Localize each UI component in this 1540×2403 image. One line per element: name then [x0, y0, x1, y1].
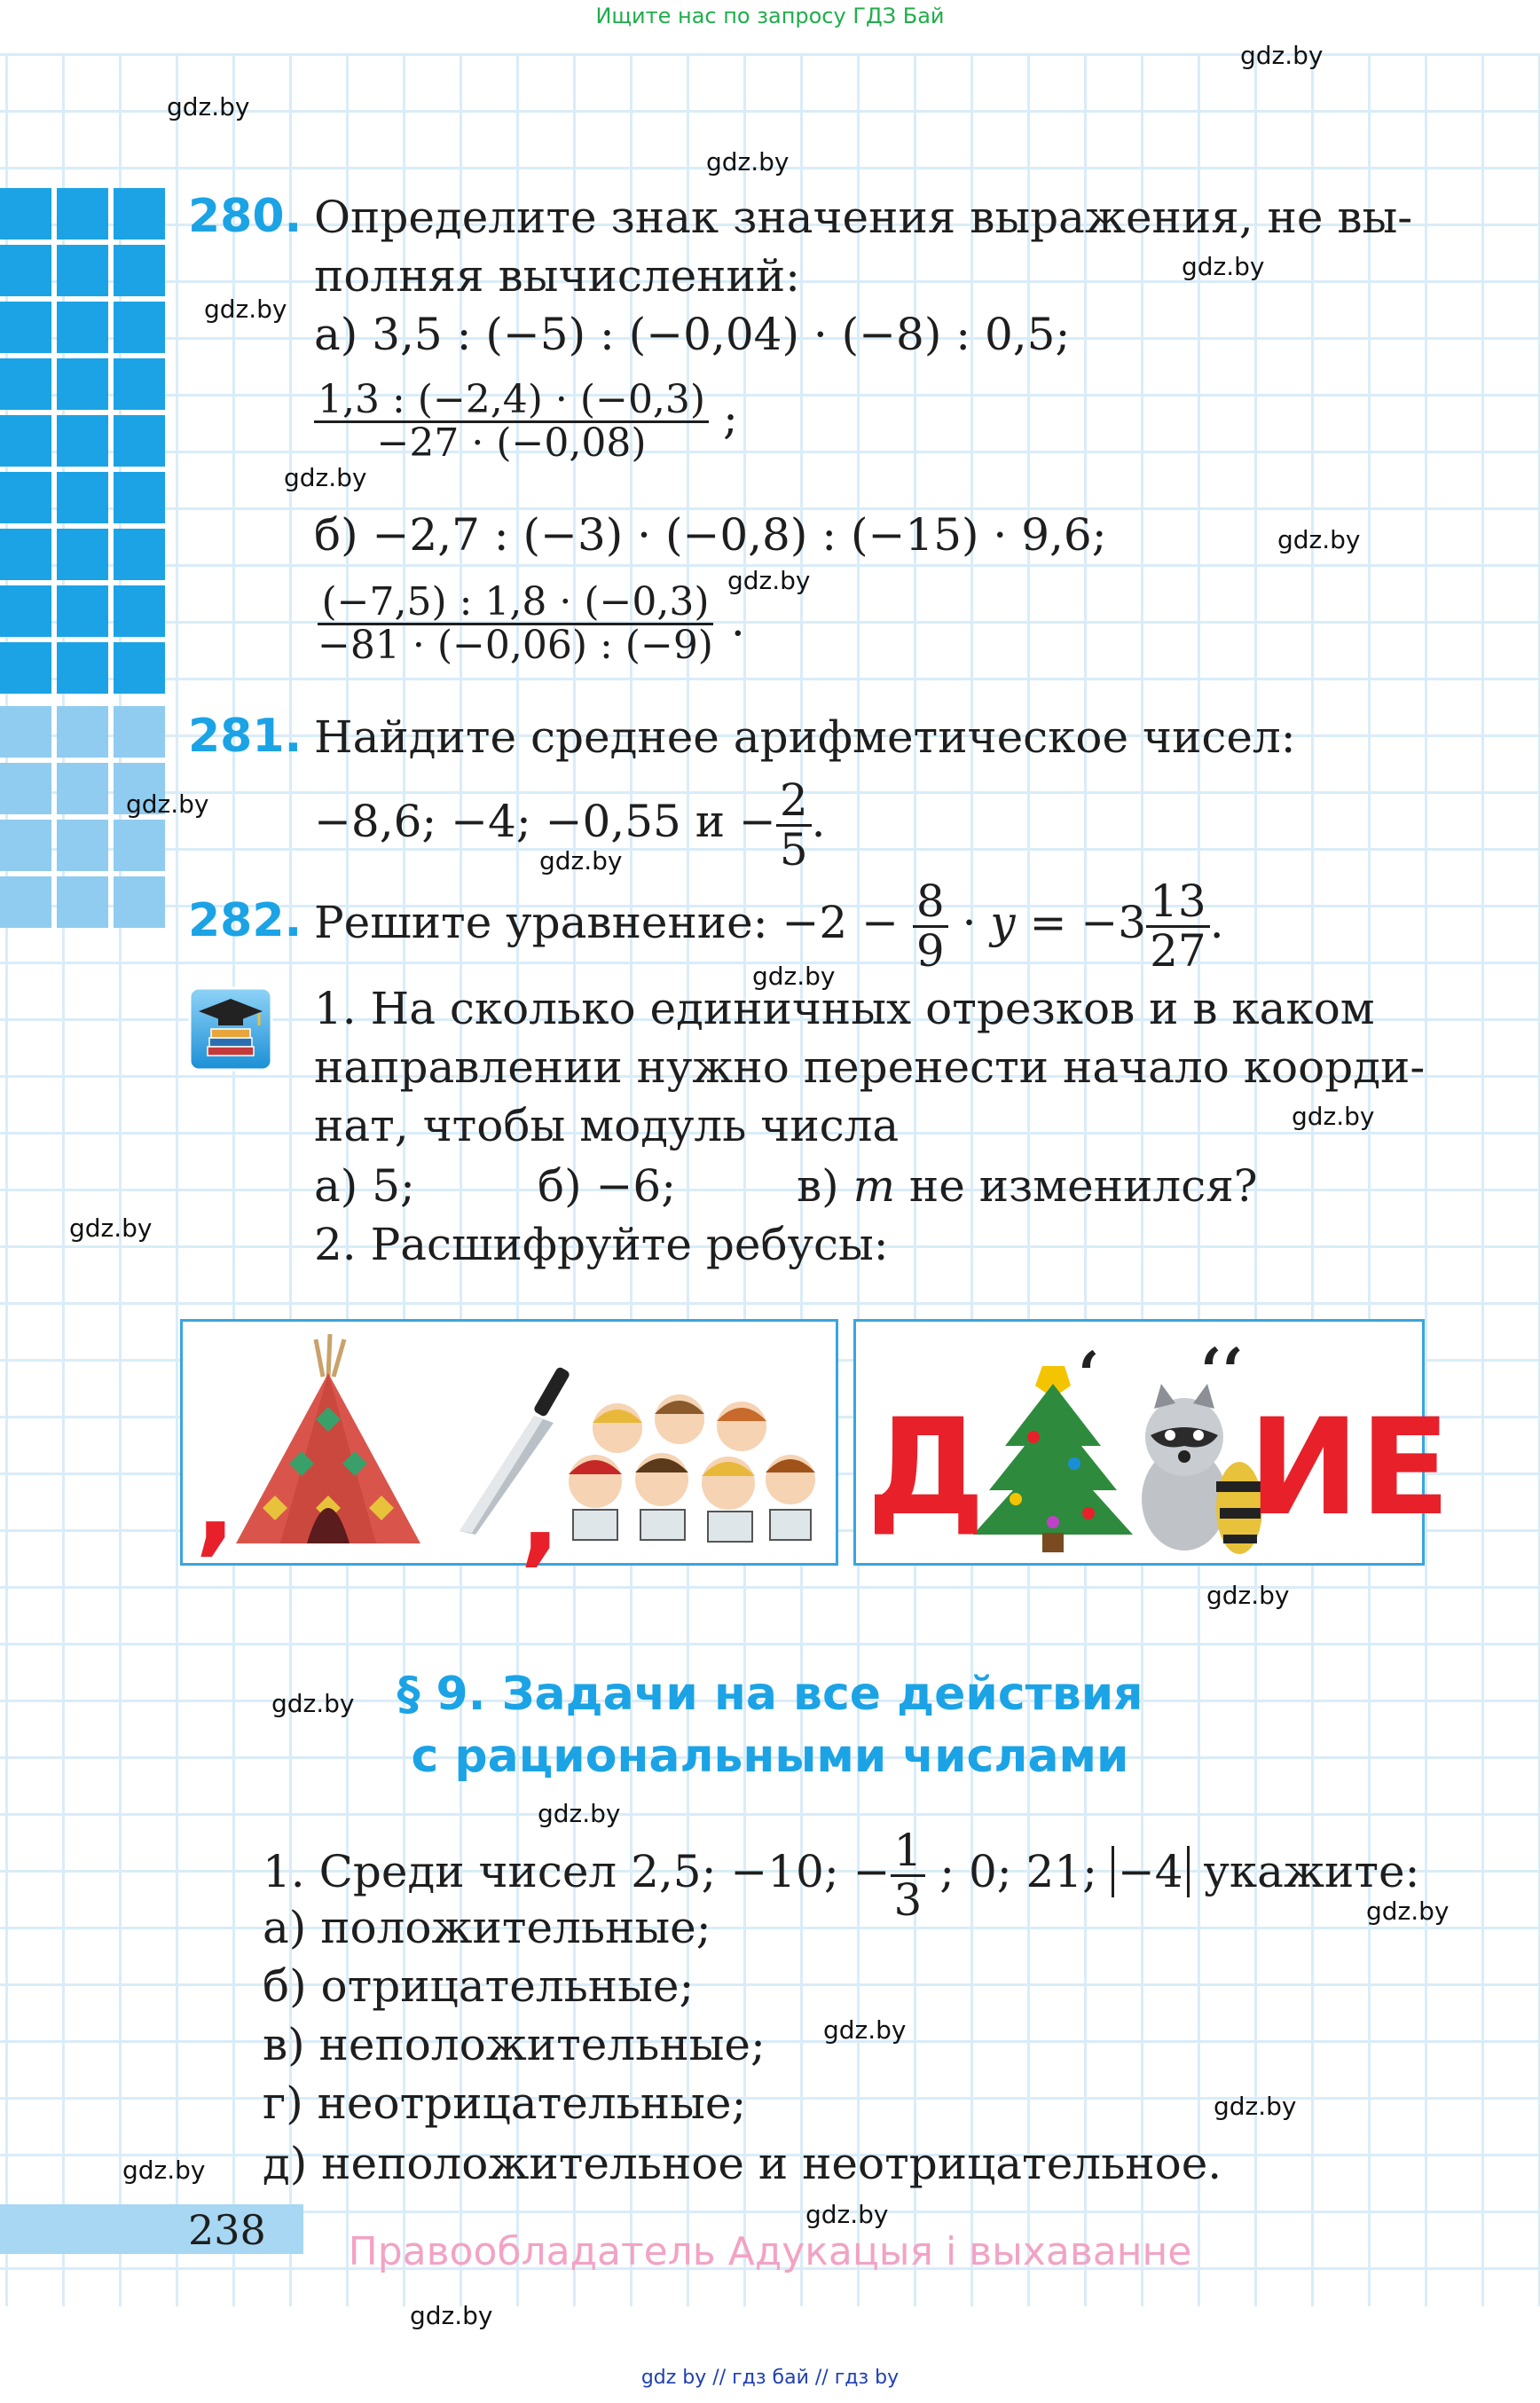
- watermark: gdz.by: [1366, 1896, 1450, 1926]
- problem-text: полняя вычислений:: [314, 250, 800, 302]
- copyright-notice: Правообладатель Адукацыя і выхаванне: [348, 2229, 1192, 2274]
- denominator: 5: [779, 823, 808, 876]
- question-rest: ; 0; 21;: [939, 1846, 1097, 1897]
- question-rest: укажите:: [1203, 1846, 1420, 1897]
- option-c: [797, 1160, 1258, 1212]
- graduation-cap-books-icon: [188, 986, 273, 1072]
- watermark: gdz.by: [823, 2015, 907, 2045]
- numerator: 1,3 : (−2,4) · (−0,3): [314, 380, 709, 423]
- answer-option: б) отрицательные;: [263, 1960, 695, 2012]
- absolute-value: −4: [1112, 1846, 1190, 1897]
- number-list-text: −8,6; −4; −0,55 и −: [314, 796, 776, 847]
- watermark: gdz.by: [538, 1799, 621, 1828]
- expression-a: а) 3,5 : (−5) : (−0,04) · (−8) : 0,5;: [314, 309, 1071, 360]
- numerator: 1: [891, 1827, 926, 1877]
- fraction: [1146, 876, 1210, 977]
- denominator: 3: [893, 1873, 923, 1926]
- option-b: б) −6;: [538, 1160, 677, 1212]
- equals-part: = −3: [1029, 897, 1147, 948]
- fraction: [314, 377, 709, 467]
- watermark: gdz.by: [539, 846, 623, 876]
- problem-text: Найдите среднее арифметическое чисел:: [314, 711, 1296, 763]
- fraction: [314, 579, 717, 669]
- section-title: § 9. Задачи на все действия: [397, 1668, 1143, 1721]
- denominator: −81 · (−0,06) : (−9): [318, 623, 713, 669]
- watermark: gdz.by: [1206, 1581, 1290, 1610]
- option-a: а) 5;: [314, 1160, 415, 1212]
- watermark: gdz.by: [410, 2301, 493, 2330]
- choir-kids-icon: [569, 1394, 815, 1542]
- fraction: [776, 774, 812, 876]
- section-subtitle: с рациональными числами: [411, 1730, 1129, 1783]
- fraction-expression-b: [314, 579, 745, 669]
- watermark: gdz.by: [69, 1213, 153, 1243]
- number-list: [314, 774, 826, 876]
- numerator: (−7,5) : 1,8 · (−0,3): [318, 582, 712, 625]
- watermark: gdz.by: [727, 566, 811, 595]
- rebus-letter-d: Д: [867, 1391, 986, 1545]
- option-c-suffix: не изменился?: [908, 1160, 1258, 1212]
- rebus-double-apostrophe: ‘‘: [1200, 1334, 1244, 1408]
- raccoon-icon: [1142, 1384, 1262, 1554]
- option-c-prefix: в): [797, 1160, 839, 1212]
- rebus-panel-left: [180, 1319, 838, 1578]
- watermark: gdz.by: [1214, 2092, 1297, 2121]
- watermark: gdz.by: [126, 789, 209, 819]
- variable: m: [852, 1160, 895, 1212]
- review-question-1: 1. На сколько единичных отрезков и в каком: [314, 983, 1375, 1034]
- equation-lead: Решите уравнение: −2 −: [314, 897, 899, 948]
- watermark: gdz.by: [1277, 525, 1361, 554]
- variable: y: [990, 897, 1016, 948]
- review-question-1: направлении нужно перенести начало коорди-: [314, 1041, 1426, 1093]
- rebus-panel-right: [853, 1319, 1451, 1566]
- bottom-links[interactable]: gdz by // гдз бай // гдз by: [640, 2367, 900, 2389]
- problem-number: 282.: [188, 894, 302, 947]
- expression-b: б) −2,7 : (−3) · (−0,8) : (−15) · 9,6;: [314, 509, 1107, 561]
- denominator: −27 · (−0,08): [376, 420, 647, 467]
- answer-option: г) неотрицательные;: [263, 2077, 747, 2129]
- numerator: 13: [1146, 878, 1210, 928]
- watermark: gdz.by: [284, 463, 367, 492]
- problem-number: 281.: [188, 710, 302, 763]
- answer-option: д) неположительное и неотрицательное.: [263, 2138, 1222, 2189]
- answer-option: а) положительные;: [263, 1902, 711, 1953]
- fraction-expression-a: [314, 377, 738, 467]
- numerator: 8: [913, 878, 948, 928]
- watermark: gdz.by: [752, 962, 836, 991]
- problem-number: 280.: [188, 190, 302, 243]
- graph-paper-background: [0, 53, 1540, 2306]
- rebus-comma: ,: [195, 1444, 236, 1567]
- watermark: gdz.by: [167, 92, 250, 122]
- denominator: 9: [915, 924, 945, 977]
- teepee-icon: [236, 1334, 420, 1543]
- watermark: gdz.by: [1292, 1102, 1375, 1131]
- watermark: gdz.by: [1182, 252, 1265, 281]
- rebus-left-picture: [183, 1322, 836, 1563]
- page-number: 238: [188, 2206, 266, 2254]
- number-list-tail: .: [811, 796, 826, 847]
- answer-option: в) неположительные;: [263, 2019, 766, 2070]
- fraction: [913, 876, 948, 977]
- problem-text: Определите знак значения выражения, не вы-: [314, 192, 1413, 243]
- watermark: gdz.by: [805, 2200, 889, 2229]
- watermark: gdz.by: [204, 294, 287, 324]
- rebus-comma: ,: [520, 1455, 561, 1578]
- question-lead: 1. Среди чисел 2,5; −10; −: [263, 1846, 891, 1897]
- top-banner[interactable]: Ищите нас по запросу ГДЗ Бай: [595, 4, 945, 28]
- numerator: 2: [776, 777, 812, 827]
- fraction-tail: ;: [722, 392, 738, 444]
- equation-tail: .: [1209, 897, 1224, 948]
- christmas-tree-icon: [973, 1366, 1133, 1552]
- denominator: 27: [1150, 924, 1206, 977]
- fraction-tail: .: [730, 594, 745, 647]
- multiply-sign: ·: [962, 897, 977, 948]
- watermark: gdz.by: [122, 2156, 206, 2185]
- rebus-apostrophe: ‘: [1078, 1338, 1100, 1411]
- watermark: gdz.by: [1240, 41, 1324, 70]
- rebus-letters-ie: ИЕ: [1248, 1391, 1451, 1545]
- watermark: gdz.by: [706, 147, 790, 177]
- fraction: [891, 1825, 926, 1926]
- review-question-1: нат, чтобы модуль числа: [314, 1100, 900, 1151]
- watermark: gdz.by: [271, 1689, 355, 1718]
- review-question-2: 2. Расшифруйте ребусы:: [314, 1219, 889, 1270]
